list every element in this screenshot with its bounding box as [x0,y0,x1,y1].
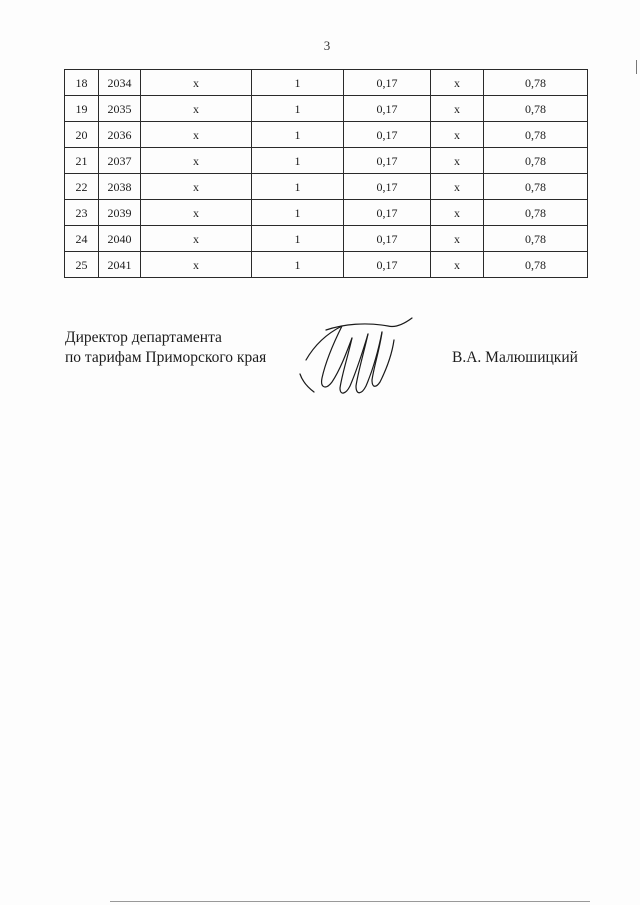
table-cell-year: 2035 [99,96,141,122]
signature-block [0,328,640,428]
table-row [65,226,588,252]
table-cell-value-b: 1 [252,252,344,278]
table-cell-year: 2041 [99,252,141,278]
table-cell-value-c: 0,17 [344,226,431,252]
table-cell-value-d: x [431,252,484,278]
table-cell-year: 2040 [99,226,141,252]
table-cell-year: 2034 [99,70,141,96]
tariff-table [64,69,588,278]
table-cell-year: 2038 [99,174,141,200]
table-cell-value-c: 0,17 [344,252,431,278]
table-cell-value-c: 0,17 [344,174,431,200]
table-cell-value-d: x [431,226,484,252]
page-number: 3 [323,38,331,53]
table-cell-value-a: x [141,200,252,226]
signer-name: В.А. Малюшицкий [452,349,578,366]
signer-position-line-1: Директор департамента [65,329,222,346]
table-cell-value-a: x [141,252,252,278]
table-cell-value-a: x [141,122,252,148]
table-cell-value-e: 0,78 [484,200,588,226]
table-row [65,122,588,148]
table-cell-value-d: x [431,122,484,148]
scan-edge-mark [636,60,637,74]
table-cell-value-e: 0,78 [484,70,588,96]
table-cell-value-b: 1 [252,200,344,226]
table-cell-year: 2039 [99,200,141,226]
table-cell-row-number: 20 [65,122,99,148]
table-cell-value-c: 0,17 [344,70,431,96]
table-row [65,96,588,122]
table-cell-row-number: 25 [65,252,99,278]
table-cell-value-b: 1 [252,122,344,148]
table-cell-value-d: x [431,96,484,122]
table-cell-value-a: x [141,148,252,174]
table-cell-year: 2036 [99,122,141,148]
table-cell-row-number: 18 [65,70,99,96]
table-row [65,148,588,174]
table-cell-value-b: 1 [252,226,344,252]
table-cell-value-e: 0,78 [484,148,588,174]
table-cell-row-number: 19 [65,96,99,122]
table-cell-value-a: x [141,226,252,252]
table-cell-row-number: 21 [65,148,99,174]
table-cell-value-b: 1 [252,70,344,96]
table-cell-row-number: 22 [65,174,99,200]
table-row [65,70,588,96]
table-cell-value-e: 0,78 [484,122,588,148]
table-cell-value-e: 0,78 [484,96,588,122]
table-body [65,70,588,278]
handwritten-signature [296,316,418,402]
table-cell-value-a: x [141,96,252,122]
table-cell-value-d: x [431,148,484,174]
table-cell-value-b: 1 [252,96,344,122]
table-cell-value-e: 0,78 [484,174,588,200]
table-cell-value-b: 1 [252,174,344,200]
table-cell-value-e: 0,78 [484,226,588,252]
table-cell-value-c: 0,17 [344,122,431,148]
table-cell-year: 2037 [99,148,141,174]
table-cell-value-a: x [141,70,252,96]
table-cell-row-number: 23 [65,200,99,226]
table-cell-value-c: 0,17 [344,96,431,122]
table-cell-value-d: x [431,174,484,200]
table-cell-value-d: x [431,70,484,96]
table-row [65,200,588,226]
table-cell-row-number: 24 [65,226,99,252]
table-cell-value-d: x [431,200,484,226]
table-cell-value-e: 0,78 [484,252,588,278]
table-row [65,174,588,200]
table-cell-value-b: 1 [252,148,344,174]
table-cell-value-c: 0,17 [344,200,431,226]
signer-position-line-2: по тарифам Приморского края [65,349,267,366]
table-cell-value-c: 0,17 [344,148,431,174]
table-cell-value-a: x [141,174,252,200]
scan-bottom-edge [110,901,590,902]
signer-position [65,328,266,368]
table-row [65,252,588,278]
